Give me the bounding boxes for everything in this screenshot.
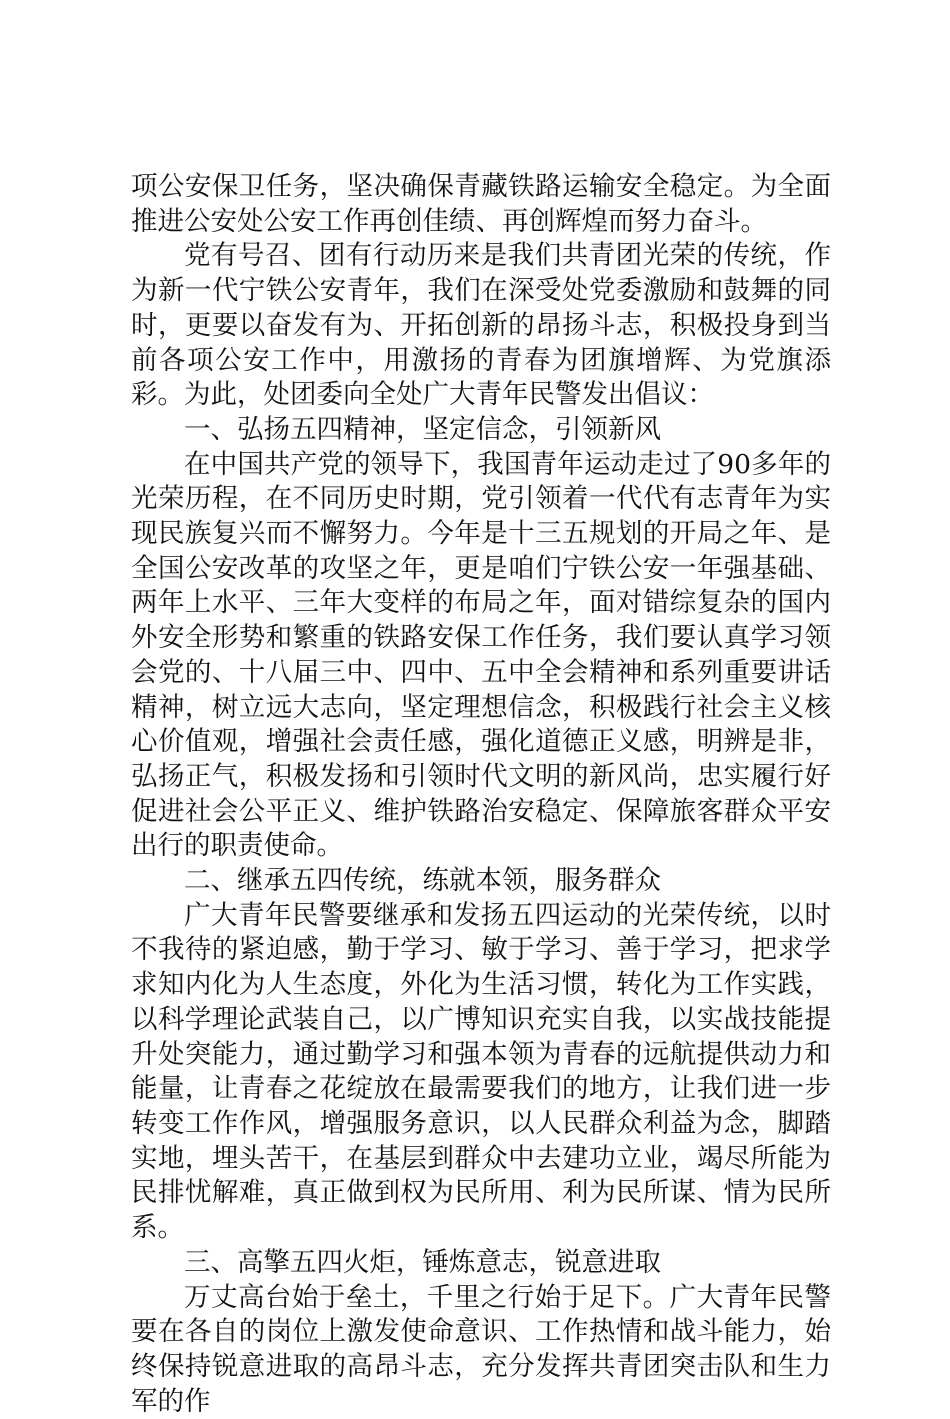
document-body <box>131 170 831 1419</box>
paragraph-section-2: 广大青年民警要继承和发扬五四运动的光荣传统，以时不我待的紧迫感，勤于学习、敏于学习、善于学习，把求学求知内化为人生态度，外化为生活习惯，转化为工作实践，以科学理论武装自己，以广博知识充实自我，以实战技能提升处突能力，通过勤学习和强本领为青春的远航提供动力和能量，让青春之花绽放在最需要我们的地方，让我们进一步转变工作作风，增强服务意识，以人民群众利益为念，脚踏实地，埋头苦干，在基层到群众中去建功立业，竭尽所能为民排忧解难，真正做到权为民所用、利为民所谋、情为民所系。 <box>131 899 831 1246</box>
section-heading-1: 一、弘扬五四精神，坚定信念，引领新风 <box>131 413 831 448</box>
paragraph-continuation: 项公安保卫任务，坚决确保青藏铁路运输安全稳定。为全面推进公安处公安工作再创佳绩、再创辉煌而努力奋斗。 <box>131 170 831 239</box>
paragraph-proposal-intro: 党有号召、团有行动历来是我们共青团光荣的传统，作为新一代宁铁公安青年，我们在深受处党委激励和鼓舞的同时，更要以奋发有为、开拓创新的昂扬斗志，积极投身到当前各项公安工作中，用激扬的青春为团旗增辉、为党旗添彩。为此，处团委向全处广大青年民警发出倡议： <box>131 239 831 413</box>
section-heading-2: 二、继承五四传统，练就本领，服务群众 <box>131 864 831 899</box>
section-heading-3: 三、高擎五四火炬，锤炼意志，锐意进取 <box>131 1246 831 1281</box>
paragraph-section-3: 万丈高台始于垒土，千里之行始于足下。广大青年民警要在各自的岗位上激发使命意识、工作热情和战斗能力，始终保持锐意进取的高昂斗志，充分发挥共青团突击队和生力军的作 <box>131 1281 831 1419</box>
paragraph-section-1: 在中国共产党的领导下，我国青年运动走过了90多年的光荣历程，在不同历史时期，党引领着一代代有志青年为实现民族复兴而不懈努力。今年是十三五规划的开局之年、是全国公安改革的攻坚之年，更是咱们宁铁公安一年强基础、两年上水平、三年大变样的布局之年，面对错综复杂的国内外安全形势和繁重的铁路安保工作任务，我们要认真学习领会党的、十八届三中、四中、五中全会精神和系列重要讲话精神，树立远大志向，坚定理想信念，积极践行社会主义核心价值观，增强社会责任感，强化道德正义感，明辨是非，弘扬正气，积极发扬和引领时代文明的新风尚，忠实履行好促进社会公平正义、维护铁路治安稳定、保障旅客群众平安出行的职责使命。 <box>131 448 831 864</box>
